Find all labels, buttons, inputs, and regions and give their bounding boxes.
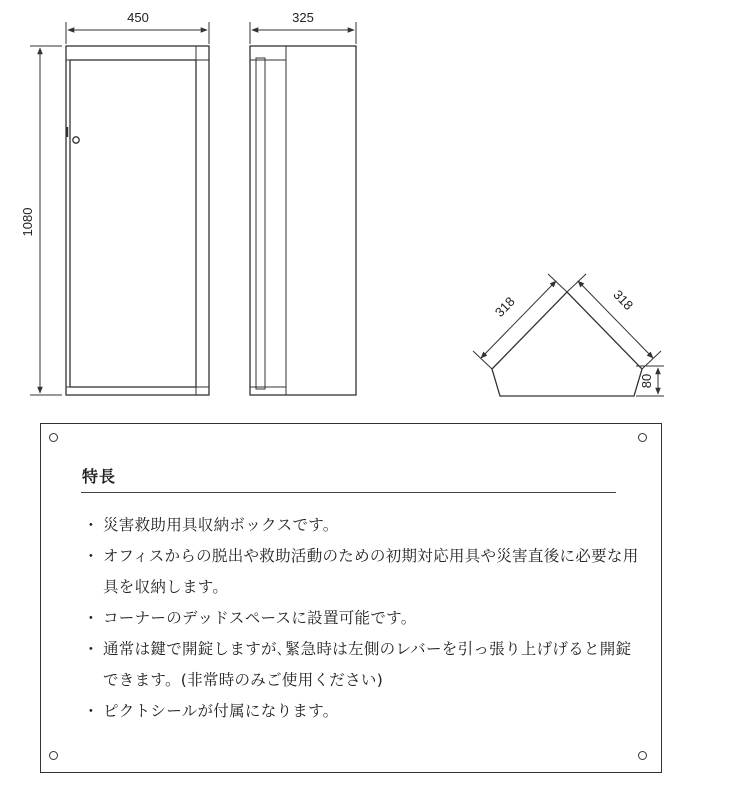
title-divider — [81, 492, 616, 493]
side-depth-label: 325 — [292, 10, 314, 25]
feature-item: ・ オフィスからの脱出や救助活動のための初期対応用具や災害直後に必要な用具を収納します。 — [83, 547, 639, 596]
feature-item: ・ コーナーのデッドスペースに設置可能です。 — [83, 609, 417, 627]
feature-item: ・ ピクトシールが付属になります。 — [83, 702, 339, 720]
front-height-label: 1080 — [20, 207, 35, 237]
side-cabinet-outline — [250, 46, 356, 395]
front-cabinet-outline — [66, 46, 209, 395]
side-view — [250, 46, 356, 395]
top-view-dimensions — [473, 274, 664, 396]
top-view-outline — [492, 292, 642, 396]
mounting-hole-icon — [49, 751, 58, 760]
side-lever — [256, 58, 265, 389]
mounting-hole-icon — [638, 433, 647, 442]
features-title: 特長 — [82, 467, 117, 486]
top-depth-label: 80 — [639, 373, 654, 389]
feature-item: ・ 通常は鍵で開錠しますが､緊急時は左側のレバーを引っ張り上げげると開錠できます。(非常時のみご使用ください) — [83, 640, 632, 689]
top-right-side-label: 318 — [610, 286, 637, 313]
feature-item: ・ 災害救助用具収納ボックスです。 — [83, 516, 339, 534]
features-panel — [40, 423, 662, 773]
side-depth-dimension — [250, 22, 356, 44]
top-view — [492, 292, 642, 396]
front-view — [66, 46, 209, 395]
front-door-panel — [70, 60, 196, 387]
front-width-label: 450 — [127, 10, 149, 25]
mounting-hole-icon — [49, 433, 58, 442]
lock-icon — [73, 137, 79, 143]
features-list — [79, 510, 639, 727]
front-width-dimension — [66, 22, 209, 44]
top-left-side-label: 318 — [491, 293, 518, 320]
mounting-hole-icon — [638, 751, 647, 760]
